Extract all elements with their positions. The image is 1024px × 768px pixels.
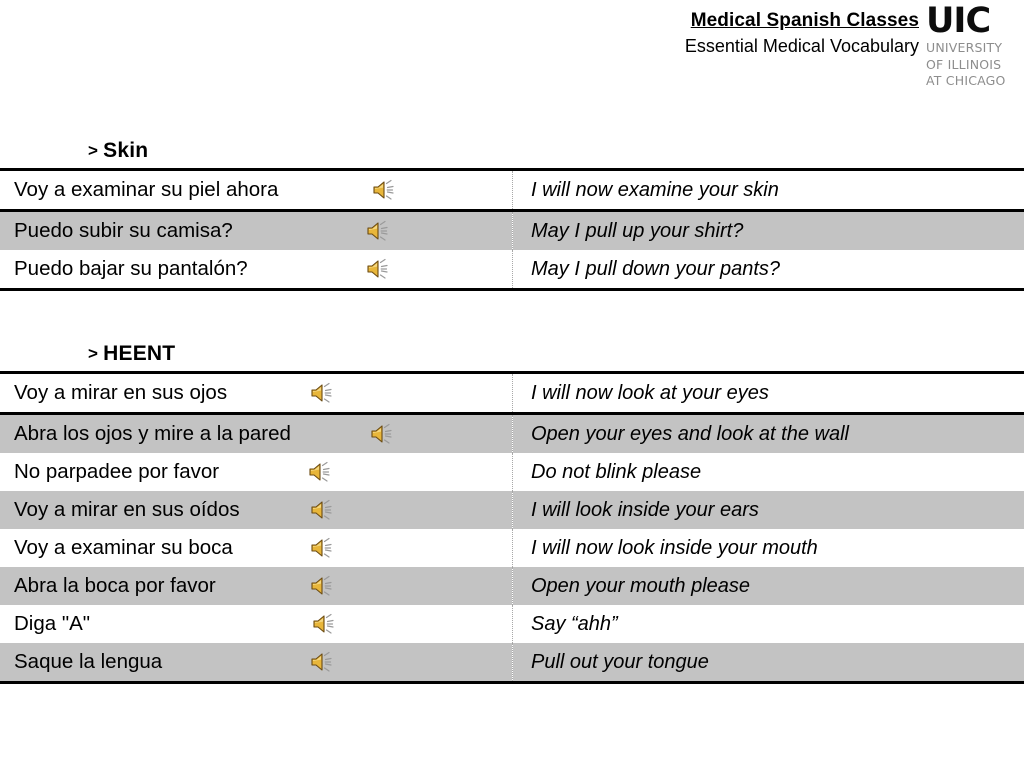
table-row	[0, 250, 1024, 290]
header-text-block	[685, 9, 919, 59]
speaker-sound-icon[interactable]	[370, 423, 396, 445]
speaker-sound-icon[interactable]	[310, 651, 336, 673]
uic-logo-line-1: UNIVERSITY	[926, 40, 1003, 55]
spanish-phrase-text: Abra los ojos y mire a la pared	[14, 422, 291, 445]
speaker-sound-icon[interactable]	[310, 537, 336, 559]
table-row	[0, 373, 1024, 414]
spanish-phrase-cell	[0, 414, 513, 454]
english-translation-cell	[513, 643, 1024, 683]
section-heading-label: Skin	[103, 139, 149, 162]
spanish-phrase-text: Puedo subir su camisa?	[14, 219, 233, 242]
speaker-sound-icon[interactable]	[310, 499, 336, 521]
spanish-phrase-text: Puedo bajar su pantalón?	[14, 257, 248, 280]
table-row	[0, 605, 1024, 643]
speaker-sound-icon[interactable]	[310, 382, 336, 404]
spanish-phrase-text: No parpadee por favor	[14, 460, 220, 483]
uic-logo	[926, 1, 1022, 88]
speaker-sound-icon[interactable]	[308, 461, 334, 483]
table-row	[0, 170, 1024, 211]
table-row	[0, 453, 1024, 491]
english-translation-text: Open your eyes and look at the wall	[531, 423, 849, 445]
english-translation-cell	[513, 170, 1024, 211]
spanish-phrase-cell	[0, 605, 513, 643]
english-translation-text: May I pull down your pants?	[531, 258, 781, 280]
table-row	[0, 567, 1024, 605]
speaker-sound-icon[interactable]	[366, 220, 392, 242]
english-translation-text: I will now look at your eyes	[531, 382, 769, 404]
page-header	[0, 0, 1024, 100]
section-heading-heent	[0, 341, 1024, 371]
english-translation-text: Pull out your tongue	[531, 651, 709, 673]
table-row	[0, 529, 1024, 567]
uic-logo-line-2: OF ILLINOIS	[926, 56, 1002, 72]
speaker-sound-icon[interactable]	[372, 179, 398, 201]
phrase-table-heent	[0, 371, 1024, 684]
section-heading-label: HEENT	[103, 342, 176, 365]
english-translation-cell	[513, 373, 1024, 414]
english-translation-text: I will look inside your ears	[531, 499, 759, 521]
table-row	[0, 491, 1024, 529]
spanish-phrase-text: Voy a mirar en sus ojos	[14, 381, 228, 404]
spanish-phrase-text: Voy a examinar su piel ahora	[14, 178, 279, 201]
speaker-sound-icon[interactable]	[312, 613, 338, 635]
english-translation-cell	[513, 414, 1024, 454]
english-translation-cell	[513, 491, 1024, 529]
spanish-phrase-text: Voy a mirar en sus oídos	[14, 498, 240, 521]
english-translation-text: Do not blink please	[531, 461, 702, 483]
english-translation-text: Open your mouth please	[531, 575, 751, 597]
spanish-phrase-cell	[0, 211, 513, 251]
page-title: Medical Spanish Classes	[690, 10, 919, 31]
section-heading-skin	[0, 138, 1024, 168]
spanish-phrase-cell	[0, 453, 513, 491]
spanish-phrase-text: Saque la lengua	[14, 650, 163, 673]
caret-marker-icon: >	[88, 344, 99, 363]
english-translation-cell	[513, 453, 1024, 491]
caret-marker-icon: >	[88, 141, 99, 160]
english-translation-text: Say “ahh”	[531, 613, 618, 635]
spanish-phrase-text: Abra la boca por favor	[14, 574, 216, 597]
spanish-phrase-cell	[0, 250, 513, 290]
english-translation-cell	[513, 567, 1024, 605]
uic-wordmark: UIC	[926, 1, 991, 41]
english-translation-cell	[513, 250, 1024, 290]
phrase-table-skin	[0, 168, 1024, 291]
spanish-phrase-text: Voy a examinar su boca	[14, 536, 233, 559]
spanish-phrase-cell	[0, 170, 513, 211]
english-translation-text: May I pull up your shirt?	[531, 220, 744, 242]
speaker-sound-icon[interactable]	[310, 575, 336, 597]
spanish-phrase-cell	[0, 643, 513, 683]
phrase-table-body	[0, 373, 1024, 683]
english-translation-text: I will now look inside your mouth	[531, 537, 818, 559]
spanish-phrase-cell	[0, 491, 513, 529]
uic-logo-line-3: AT CHICAGO	[926, 73, 1006, 88]
english-translation-cell	[513, 605, 1024, 643]
table-row	[0, 643, 1024, 683]
english-translation-text: I will now examine your skin	[531, 179, 779, 201]
english-translation-cell	[513, 211, 1024, 251]
table-row	[0, 414, 1024, 454]
spanish-phrase-cell	[0, 567, 513, 605]
speaker-sound-icon[interactable]	[366, 258, 392, 280]
spanish-phrase-cell	[0, 373, 513, 414]
table-row	[0, 211, 1024, 251]
spanish-phrase-cell	[0, 529, 513, 567]
english-translation-cell	[513, 529, 1024, 567]
page-subtitle: Essential Medical Vocabulary	[684, 36, 919, 56]
section-skin	[0, 138, 1024, 291]
phrase-table-body	[0, 170, 1024, 290]
spanish-phrase-text: Diga "A"	[14, 612, 91, 635]
section-heent	[0, 341, 1024, 684]
